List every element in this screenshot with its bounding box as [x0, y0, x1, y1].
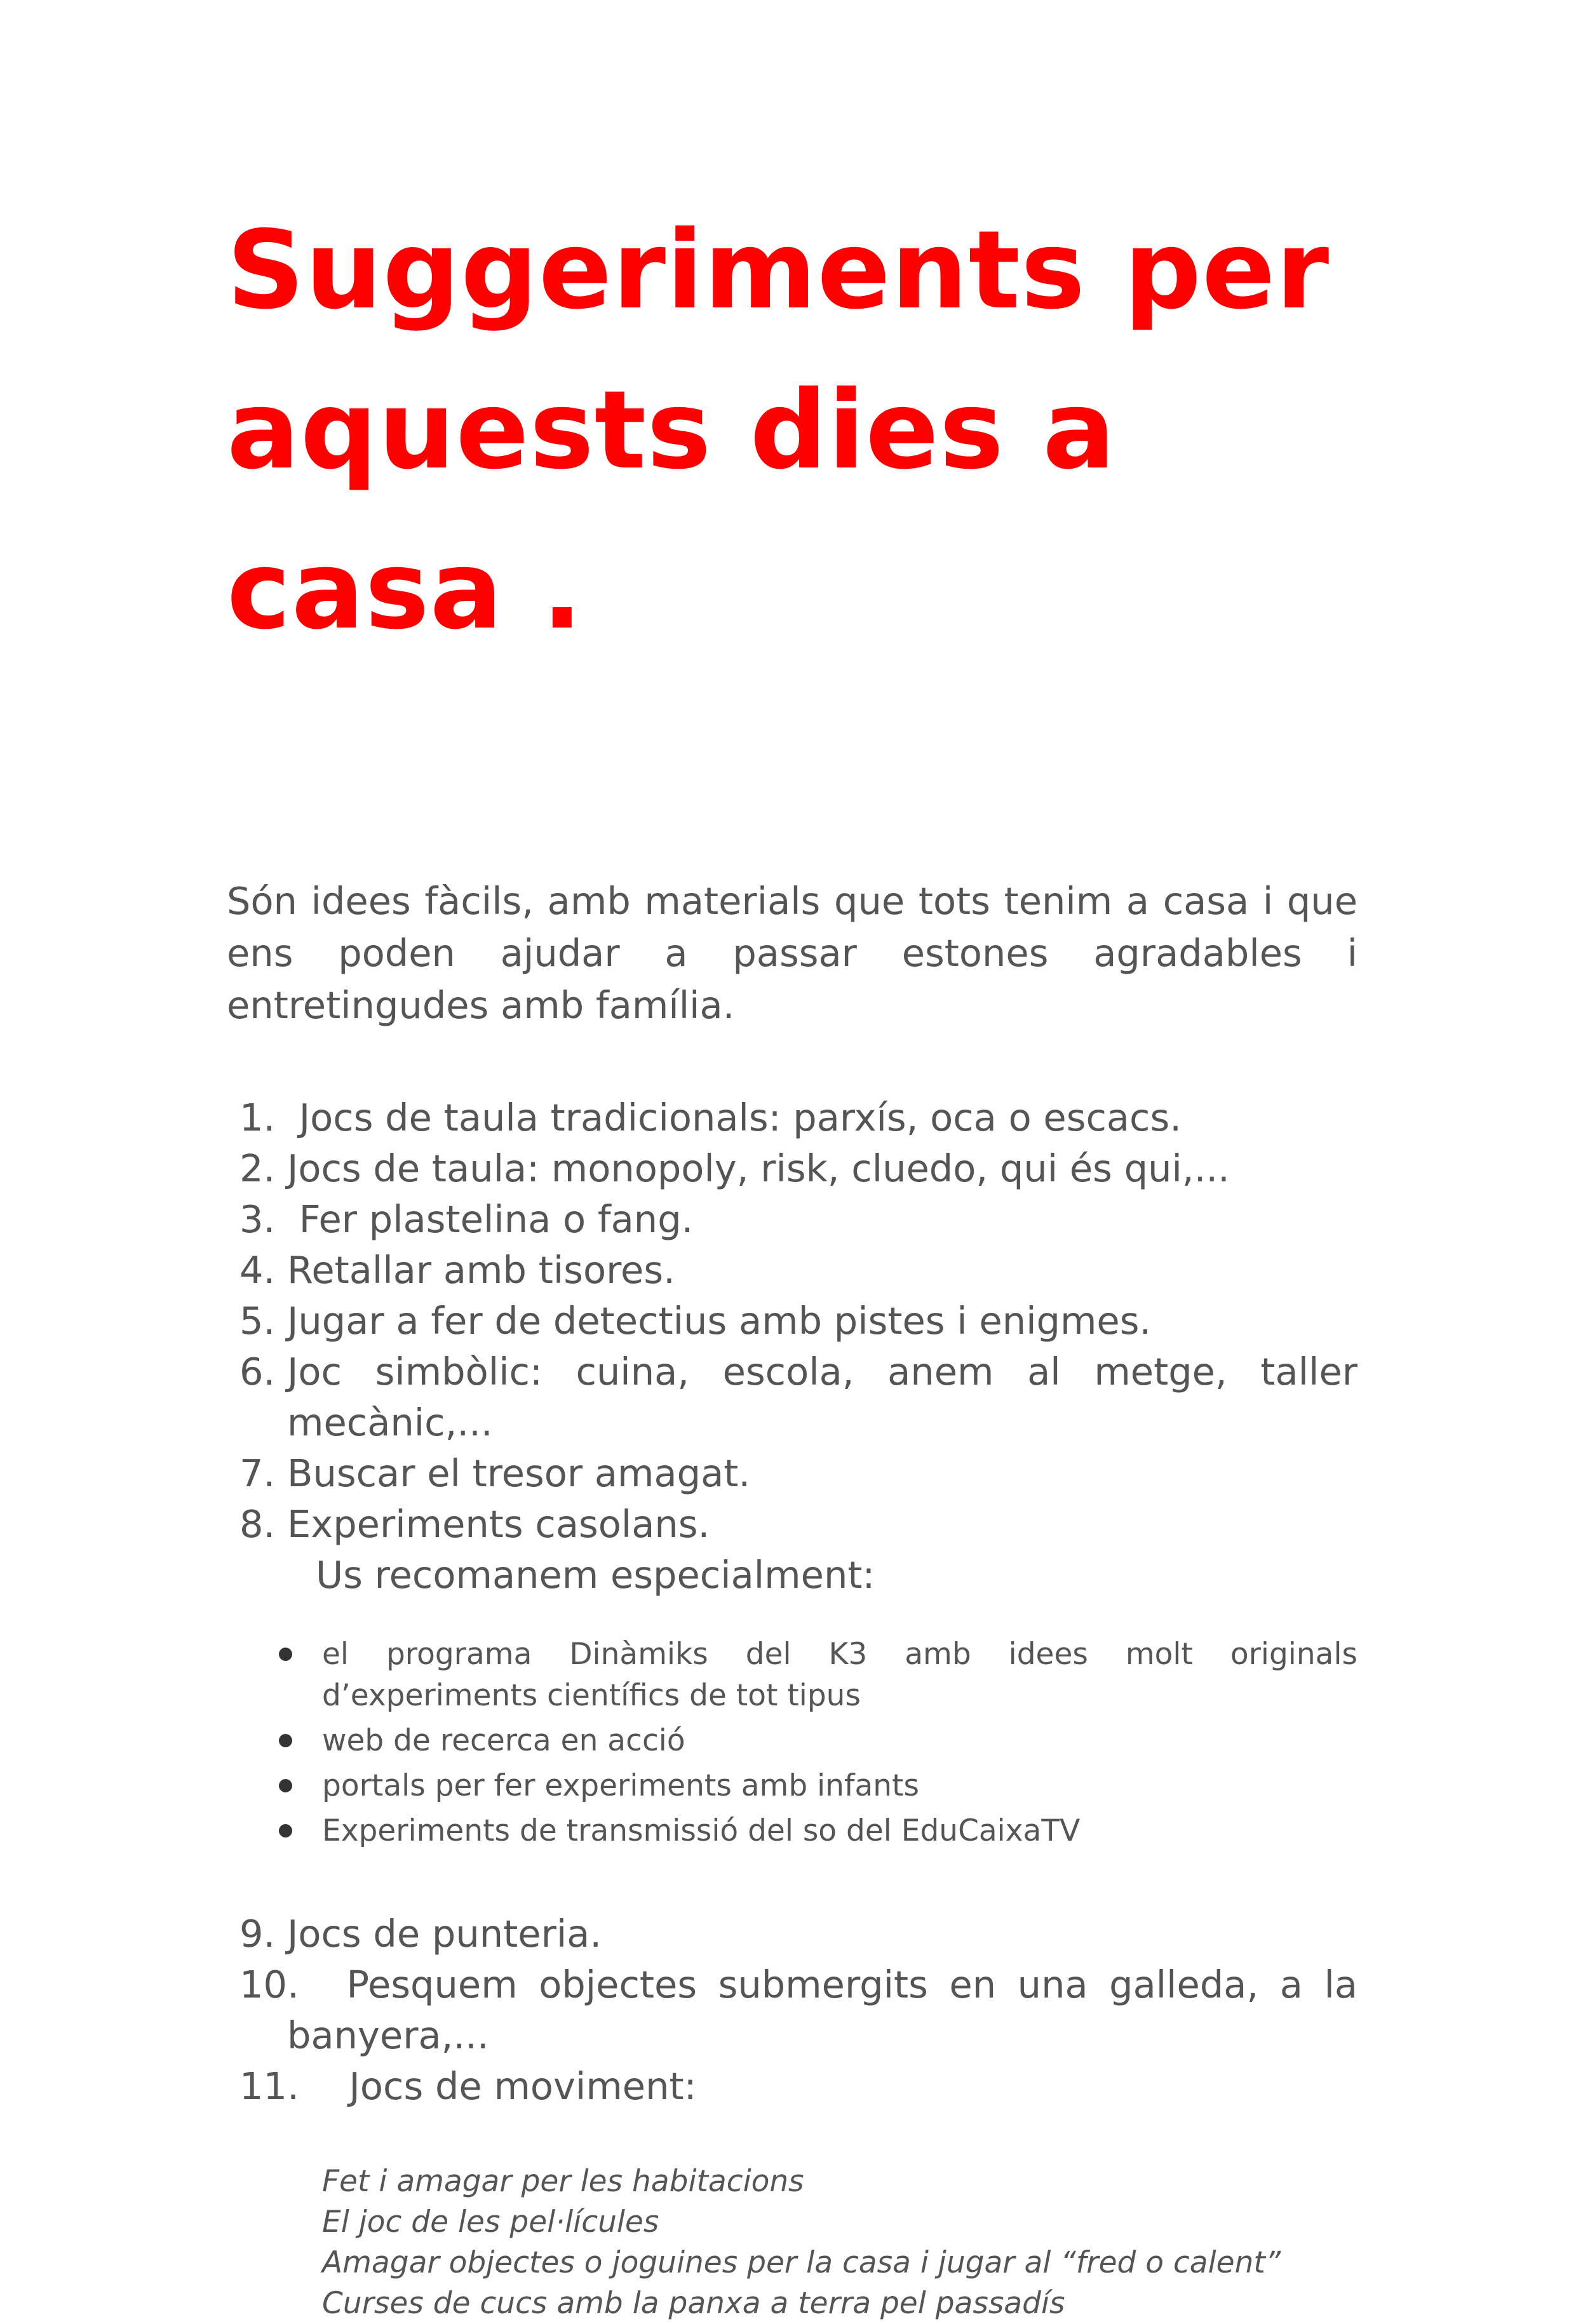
recommend-label: Us recomanem especialment:: [316, 1553, 875, 1597]
list-item-number: 6.: [239, 1350, 276, 1394]
list-item-number: 2.: [239, 1146, 276, 1190]
list-item: [227, 1959, 1357, 2061]
page-title: [227, 191, 1357, 671]
list-item-text: Jugar a fer de detectius amb pistes i enigmes.: [287, 1299, 1152, 1343]
bullet-dot-icon: [279, 1824, 292, 1837]
bullet-item: [227, 1720, 1357, 1761]
bullet-item-text: portals per fer experiments amb infants: [322, 1768, 919, 1803]
list-item-number: 9.: [239, 1912, 276, 1956]
list-item: [227, 1909, 1357, 1959]
list-item: [227, 1347, 1357, 1448]
list-item-number: 1.: [239, 1096, 276, 1139]
bullet-item-text: Experiments de transmissió del so del EduCaixaTV: [322, 1813, 1081, 1848]
title-line-2: aquests dies a casa .: [227, 368, 1116, 654]
list-item-text: Joc simbòlic: cuina, escola, anem al metge, taller mecànic,...: [287, 1350, 1357, 1444]
list-item: [227, 1296, 1357, 1347]
list-item-number: 7.: [239, 1451, 276, 1495]
suggestions-list: [227, 1092, 1357, 1601]
intro-paragraph: Són idees fàcils, amb materials que tots tenim a casa i que ens poden ajudar a passar estones agradables i entretingudes amb família.: [227, 879, 1357, 1027]
recommended-resources-list: [227, 1634, 1357, 1851]
title-line-1: Suggeriments per: [227, 208, 1330, 333]
list-item-number: 5.: [239, 1299, 276, 1343]
bullet-item: [227, 1634, 1357, 1716]
bullet-item: [227, 1810, 1357, 1851]
list-item-text: Jocs de taula tradicionals: parxís, oca o escacs.: [287, 1096, 1182, 1139]
suggestions-list-continued: [227, 1909, 1357, 2112]
list-item: [227, 1245, 1357, 1296]
bullet-item-text: web de recerca en acció: [322, 1723, 685, 1758]
list-item-text: Retallar amb tisores.: [287, 1248, 675, 1292]
list-item: [227, 2061, 1357, 2112]
list-item: [227, 1499, 1357, 1550]
list-item-text: Jocs de taula: monopoly, risk, cluedo, qui és qui,...: [287, 1146, 1230, 1190]
list-item-number: 8.: [239, 1502, 276, 1546]
movement-game-item: Fet i amagar per les habitacions: [322, 2164, 804, 2199]
bullet-dot-icon: [279, 1648, 292, 1661]
list-item-text: Buscar el tresor amagat.: [287, 1451, 751, 1495]
list-item-number: 11.: [239, 2064, 299, 2108]
movement-game-item: El joc de les pel·lícules: [322, 2205, 659, 2240]
list-item-number: 4.: [239, 1248, 276, 1292]
list-item-text: Jocs de punteria.: [287, 1912, 602, 1956]
list-item-text: Pesquem objectes submergits en una galleda, a la banyera,...: [287, 1963, 1357, 2057]
bullet-item: [227, 1765, 1357, 1806]
list-item: [227, 1194, 1357, 1245]
list-item-text: Fer plastelina o fang.: [287, 1197, 694, 1241]
movement-games-list: [227, 2161, 1357, 2324]
bullet-dot-icon: [279, 1779, 292, 1792]
movement-game-item: Curses de cucs amb la panxa a terra pel passadís: [322, 2286, 1065, 2321]
list-item-text: Jocs de moviment:: [325, 2064, 697, 2108]
list-item-number: 10.: [239, 1963, 299, 2006]
list-item: [227, 1092, 1357, 1143]
list-item-number: 3.: [239, 1197, 276, 1241]
list-item-text: Experiments casolans.: [287, 1502, 710, 1546]
list-item: [227, 1143, 1357, 1194]
list-item: [227, 1448, 1357, 1499]
bullet-item-text: el programa Dinàmiks del K3 amb idees molt originals d’experiments científics de tot tipus: [322, 1637, 1357, 1713]
document-page: [227, 191, 1357, 2324]
movement-game-item: Amagar objectes o joguines per la casa i jugar al “fred o calent”: [322, 2245, 1281, 2280]
bullet-dot-icon: [279, 1734, 292, 1747]
